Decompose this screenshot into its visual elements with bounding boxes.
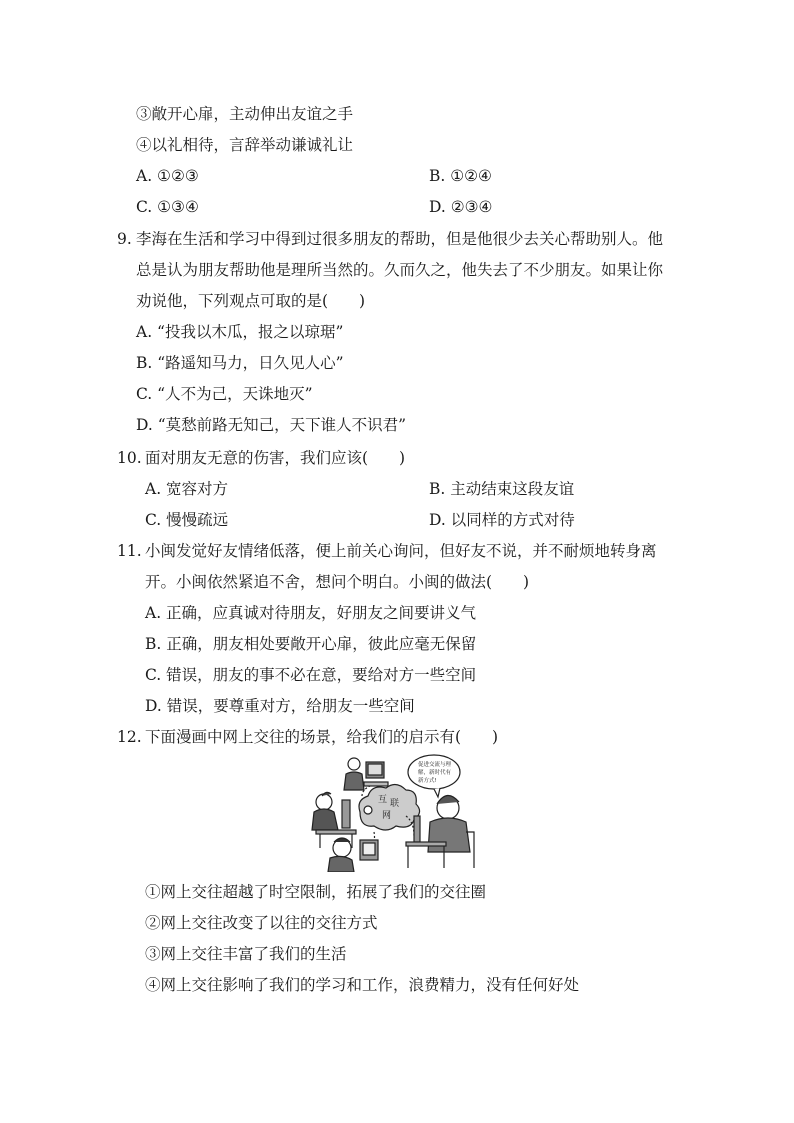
- q11-option-a: A. 正确，应真诚对待朋友，好朋友之间要讲义气: [145, 604, 477, 622]
- q9-option-c: C. “人不为己，天诛地灭”: [136, 385, 313, 403]
- q11-stem-line-2: 开。小闽依然紧追不舍，想问个明白。小闽的做法( ): [145, 573, 530, 591]
- q12-item-4: ④网上交往影响了我们的学习和工作，浪费精力，没有任何好处: [145, 976, 580, 994]
- q10-stem: 面对朋友无意的伤害，我们应该( ): [145, 449, 406, 467]
- email-at-icon: [364, 806, 372, 814]
- q9-number: 9.: [117, 230, 132, 248]
- cloud-text-1: 互: [378, 795, 388, 805]
- q9-stem-line-3: 劝说他，下列观点可取的是( ): [136, 292, 366, 310]
- q8-option-a: A. ①②③: [136, 167, 199, 185]
- person-bottom-body: [328, 856, 354, 872]
- q10-number: 10.: [117, 449, 142, 467]
- q12-item-1: ①网上交往超越了时空限制，拓展了我们的交往圈: [145, 883, 487, 901]
- internet-cartoon: [302, 752, 480, 872]
- q11-number: 11.: [117, 542, 142, 560]
- cloud-text-2: 联: [390, 799, 400, 809]
- q9-stem-line-1: 李海在生活和学习中得到过很多朋友的帮助，但是他很少去关心帮助别人。他: [136, 230, 664, 248]
- q11-option-d: D. 错误，要尊重对方，给朋友一些空间: [145, 697, 415, 715]
- q11-option-b: B. 正确，朋友相处要敞开心扉，彼此应毫无保留: [145, 635, 477, 653]
- q11-option-c: C. 错误，朋友的事不必在意，要给对方一些空间: [145, 666, 477, 684]
- bubble-text-line-2: 解，新时代有: [418, 770, 452, 776]
- q8-option-c: C. ①③④: [136, 198, 199, 216]
- q8-item-3: ③敞开心扉，主动伸出友谊之手: [136, 105, 354, 123]
- person-left-body: [312, 809, 338, 830]
- person-right-body: [428, 818, 470, 852]
- q10-option-d: D. 以同样的方式对待: [429, 511, 575, 529]
- q9-option-a: A. “投我以木瓜，报之以琼琚”: [136, 323, 344, 341]
- q8-item-4: ④以礼相待，言辞举动谦诚礼让: [136, 136, 354, 154]
- q11-stem-line-1: 小闽发觉好友情绪低落，便上前关心询问，但好友不说，并不耐烦地转身离: [145, 542, 657, 560]
- q8-option-b: B. ①②④: [429, 167, 492, 185]
- q9-option-b: B. “路遥知马力，日久见人心”: [136, 354, 344, 372]
- q10-option-a: A. 宽容对方: [145, 480, 229, 498]
- cloud-text-3: 网: [382, 811, 392, 821]
- q12-item-3: ③网上交往丰富了我们的生活: [145, 945, 347, 963]
- person-top-body: [344, 772, 364, 790]
- q12-stem: 下面漫画中网上交往的场景，给我们的启示有( ): [145, 728, 499, 746]
- bubble-text-line-1: 促进交流与理: [418, 762, 452, 768]
- q9-stem-line-2: 总是认为朋友帮助他是理所当然的。久而久之，他失去了不少朋友。如果让你: [136, 261, 664, 279]
- computer-right-monitor: [414, 816, 420, 842]
- bubble-text-line-3: 新方式!: [418, 778, 437, 784]
- person-top-head: [348, 758, 360, 770]
- q10-option-b: B. 主动结束这段友谊: [429, 480, 575, 498]
- q9-option-d: D. “莫愁前路无知己，天下谁人不识君”: [136, 416, 407, 434]
- computer-left-monitor: [342, 800, 350, 828]
- q12-number: 12.: [117, 728, 142, 746]
- q12-item-2: ②网上交往改变了以往的交往方式: [145, 914, 378, 932]
- q10-option-c: C. 慢慢疏远: [145, 511, 229, 529]
- person-left-head: [316, 794, 332, 810]
- q8-option-d: D. ②③④: [429, 198, 493, 216]
